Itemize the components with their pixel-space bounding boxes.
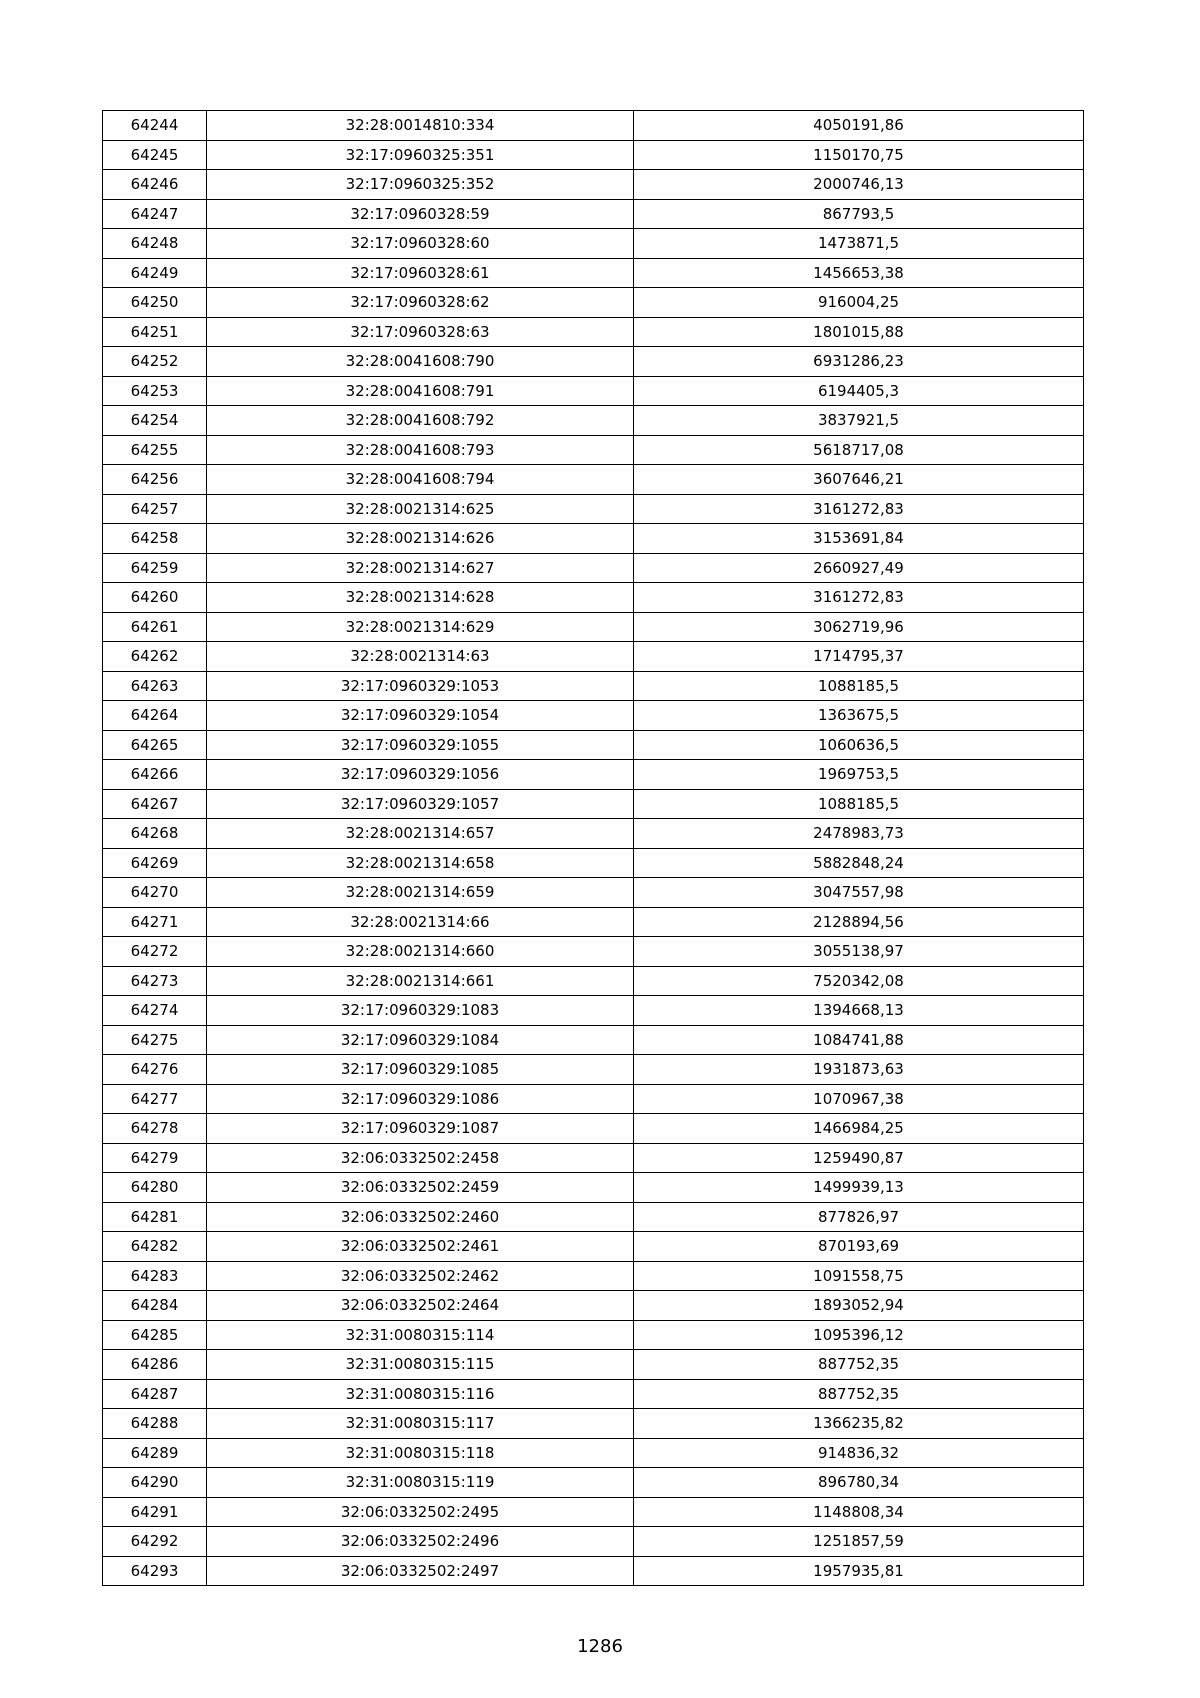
cadastral-value-cell: 1259490,87: [634, 1143, 1084, 1173]
cadastral-value-cell: 1931873,63: [634, 1055, 1084, 1085]
row-number-cell: 64288: [103, 1409, 207, 1439]
table-row: [103, 1055, 1084, 1085]
row-number-cell: 64256: [103, 465, 207, 495]
row-number-cell: 64244: [103, 111, 207, 141]
cadastral-value-cell: 887752,35: [634, 1379, 1084, 1409]
row-number-cell: 64266: [103, 760, 207, 790]
cadastral-number-cell: 32:28:0041608:792: [207, 406, 634, 436]
row-number-cell: 64272: [103, 937, 207, 967]
cadastral-number-cell: 32:17:0960329:1054: [207, 701, 634, 731]
cadastral-number-cell: 32:31:0080315:114: [207, 1320, 634, 1350]
cadastral-value-cell: 1714795,37: [634, 642, 1084, 672]
row-number-cell: 64287: [103, 1379, 207, 1409]
cadastral-number-cell: 32:06:0332502:2459: [207, 1173, 634, 1203]
row-number-cell: 64251: [103, 317, 207, 347]
cadastral-number-cell: 32:28:0021314:66: [207, 907, 634, 937]
row-number-cell: 64264: [103, 701, 207, 731]
row-number-cell: 64250: [103, 288, 207, 318]
cadastral-number-cell: 32:28:0021314:659: [207, 878, 634, 908]
cadastral-value-cell: 1088185,5: [634, 789, 1084, 819]
cadastral-number-cell: 32:06:0332502:2496: [207, 1527, 634, 1557]
cadastral-number-cell: 32:17:0960329:1084: [207, 1025, 634, 1055]
cadastral-value-cell: 1366235,82: [634, 1409, 1084, 1439]
cadastral-value-cell: 1070967,38: [634, 1084, 1084, 1114]
cadastral-number-cell: 32:28:0021314:629: [207, 612, 634, 642]
row-number-cell: 64290: [103, 1468, 207, 1498]
row-number-cell: 64247: [103, 199, 207, 229]
row-number-cell: 64289: [103, 1438, 207, 1468]
row-number-cell: 64278: [103, 1114, 207, 1144]
table-row: [103, 1114, 1084, 1144]
cadastral-value-cell: 887752,35: [634, 1350, 1084, 1380]
row-number-cell: 64259: [103, 553, 207, 583]
table-row: [103, 1202, 1084, 1232]
cadastral-value-cell: 1251857,59: [634, 1527, 1084, 1557]
table-row: [103, 170, 1084, 200]
row-number-cell: 64276: [103, 1055, 207, 1085]
table-row: [103, 730, 1084, 760]
row-number-cell: 64273: [103, 966, 207, 996]
row-number-cell: 64245: [103, 140, 207, 170]
cadastral-value-cell: 6194405,3: [634, 376, 1084, 406]
cadastral-number-cell: 32:31:0080315:119: [207, 1468, 634, 1498]
cadastral-value-cell: 3837921,5: [634, 406, 1084, 436]
cadastral-value-cell: 1801015,88: [634, 317, 1084, 347]
cadastral-number-cell: 32:28:0021314:625: [207, 494, 634, 524]
row-number-cell: 64293: [103, 1556, 207, 1586]
cadastral-value-cell: 1150170,75: [634, 140, 1084, 170]
cadastral-number-cell: 32:28:0021314:661: [207, 966, 634, 996]
cadastral-number-cell: 32:31:0080315:115: [207, 1350, 634, 1380]
page-number: 1286: [577, 1636, 623, 1657]
row-number-cell: 64281: [103, 1202, 207, 1232]
row-number-cell: 64261: [103, 612, 207, 642]
row-number-cell: 64257: [103, 494, 207, 524]
cadastral-number-cell: 32:28:0041608:790: [207, 347, 634, 377]
row-number-cell: 64255: [103, 435, 207, 465]
cadastral-value-cell: 2660927,49: [634, 553, 1084, 583]
cadastral-number-cell: 32:28:0021314:628: [207, 583, 634, 613]
table-row: [103, 1497, 1084, 1527]
cadastral-number-cell: 32:17:0960328:59: [207, 199, 634, 229]
cadastral-value-cell: 7520342,08: [634, 966, 1084, 996]
cadastral-number-cell: 32:17:0960329:1083: [207, 996, 634, 1026]
cadastral-number-cell: 32:17:0960329:1053: [207, 671, 634, 701]
table-row: [103, 1173, 1084, 1203]
table-row: [103, 553, 1084, 583]
table-row: [103, 878, 1084, 908]
table-row: [103, 1143, 1084, 1173]
row-number-cell: 64275: [103, 1025, 207, 1055]
table-row: [103, 1556, 1084, 1586]
cadastral-value-cell: 3161272,83: [634, 494, 1084, 524]
table-row: [103, 760, 1084, 790]
cadastral-value-cell: 2000746,13: [634, 170, 1084, 200]
cadastral-number-cell: 32:17:0960329:1055: [207, 730, 634, 760]
cadastral-number-cell: 32:06:0332502:2495: [207, 1497, 634, 1527]
row-number-cell: 64292: [103, 1527, 207, 1557]
cadastral-value-cell: 4050191,86: [634, 111, 1084, 141]
cadastral-number-cell: 32:31:0080315:118: [207, 1438, 634, 1468]
cadastral-value-cell: 1499939,13: [634, 1173, 1084, 1203]
row-number-cell: 64249: [103, 258, 207, 288]
table-row: [103, 1438, 1084, 1468]
cadastral-value-cell: 1095396,12: [634, 1320, 1084, 1350]
table-row: [103, 288, 1084, 318]
cadastral-value-cell: 1969753,5: [634, 760, 1084, 790]
row-number-cell: 64254: [103, 406, 207, 436]
table-row: [103, 1409, 1084, 1439]
cadastral-value-cell: 5882848,24: [634, 848, 1084, 878]
table-row: [103, 996, 1084, 1026]
row-number-cell: 64260: [103, 583, 207, 613]
table-row: [103, 1468, 1084, 1498]
table-row: [103, 789, 1084, 819]
table-row: [103, 406, 1084, 436]
cadastral-value-cell: 1088185,5: [634, 671, 1084, 701]
table-row: [103, 494, 1084, 524]
row-number-cell: 64268: [103, 819, 207, 849]
cadastral-value-cell: 3153691,84: [634, 524, 1084, 554]
row-number-cell: 64286: [103, 1350, 207, 1380]
table-row: [103, 583, 1084, 613]
table-row: [103, 937, 1084, 967]
row-number-cell: 64274: [103, 996, 207, 1026]
table-row: [103, 347, 1084, 377]
table-row: [103, 848, 1084, 878]
table-row: [103, 1261, 1084, 1291]
table-row: [103, 435, 1084, 465]
cadastral-value-cell: 3607646,21: [634, 465, 1084, 495]
row-number-cell: 64271: [103, 907, 207, 937]
cadastral-value-cell: 2128894,56: [634, 907, 1084, 937]
table-row: [103, 642, 1084, 672]
table-row: [103, 111, 1084, 141]
cadastral-value-table: [102, 110, 1084, 1586]
row-number-cell: 64291: [103, 1497, 207, 1527]
cadastral-value-cell: 2478983,73: [634, 819, 1084, 849]
cadastral-number-cell: 32:17:0960329:1056: [207, 760, 634, 790]
table-row: [103, 966, 1084, 996]
table-row: [103, 199, 1084, 229]
cadastral-value-cell: 3161272,83: [634, 583, 1084, 613]
cadastral-value-cell: 1363675,5: [634, 701, 1084, 731]
table-row: [103, 376, 1084, 406]
table-row: [103, 612, 1084, 642]
row-number-cell: 64267: [103, 789, 207, 819]
table-row: [103, 1350, 1084, 1380]
table-row: [103, 258, 1084, 288]
row-number-cell: 64248: [103, 229, 207, 259]
cadastral-number-cell: 32:28:0041608:793: [207, 435, 634, 465]
cadastral-number-cell: 32:06:0332502:2458: [207, 1143, 634, 1173]
cadastral-number-cell: 32:06:0332502:2462: [207, 1261, 634, 1291]
row-number-cell: 64265: [103, 730, 207, 760]
cadastral-value-cell: 914836,32: [634, 1438, 1084, 1468]
cadastral-number-cell: 32:17:0960328:60: [207, 229, 634, 259]
row-number-cell: 64262: [103, 642, 207, 672]
cadastral-value-cell: 1394668,13: [634, 996, 1084, 1026]
cadastral-value-cell: 1060636,5: [634, 730, 1084, 760]
row-number-cell: 64258: [103, 524, 207, 554]
table-row: [103, 1025, 1084, 1055]
table-row: [103, 819, 1084, 849]
cadastral-number-cell: 32:17:0960329:1086: [207, 1084, 634, 1114]
cadastral-value-cell: 1148808,34: [634, 1497, 1084, 1527]
table-row: [103, 1527, 1084, 1557]
row-number-cell: 64280: [103, 1173, 207, 1203]
cadastral-value-cell: 1456653,38: [634, 258, 1084, 288]
table-row: [103, 317, 1084, 347]
row-number-cell: 64283: [103, 1261, 207, 1291]
cadastral-number-cell: 32:17:0960329:1057: [207, 789, 634, 819]
cadastral-number-cell: 32:06:0332502:2497: [207, 1556, 634, 1586]
cadastral-value-cell: 896780,34: [634, 1468, 1084, 1498]
table-row: [103, 1232, 1084, 1262]
row-number-cell: 64285: [103, 1320, 207, 1350]
cadastral-number-cell: 32:17:0960325:351: [207, 140, 634, 170]
cadastral-number-cell: 32:28:0021314:63: [207, 642, 634, 672]
table-row: [103, 671, 1084, 701]
table-body: [103, 111, 1084, 1586]
cadastral-number-cell: 32:17:0960325:352: [207, 170, 634, 200]
cadastral-number-cell: 32:28:0014810:334: [207, 111, 634, 141]
table-row: [103, 1379, 1084, 1409]
cadastral-number-cell: 32:28:0041608:794: [207, 465, 634, 495]
row-number-cell: 64246: [103, 170, 207, 200]
cadastral-value-cell: 870193,69: [634, 1232, 1084, 1262]
cadastral-number-cell: 32:28:0021314:627: [207, 553, 634, 583]
row-number-cell: 64277: [103, 1084, 207, 1114]
cadastral-number-cell: 32:28:0021314:626: [207, 524, 634, 554]
cadastral-number-cell: 32:31:0080315:116: [207, 1379, 634, 1409]
row-number-cell: 64263: [103, 671, 207, 701]
table-row: [103, 229, 1084, 259]
row-number-cell: 64270: [103, 878, 207, 908]
cadastral-number-cell: 32:17:0960328:61: [207, 258, 634, 288]
cadastral-number-cell: 32:17:0960328:62: [207, 288, 634, 318]
row-number-cell: 64279: [103, 1143, 207, 1173]
cadastral-number-cell: 32:28:0021314:660: [207, 937, 634, 967]
row-number-cell: 64253: [103, 376, 207, 406]
cadastral-value-cell: 3062719,96: [634, 612, 1084, 642]
cadastral-value-cell: 867793,5: [634, 199, 1084, 229]
table-row: [103, 465, 1084, 495]
cadastral-value-cell: 916004,25: [634, 288, 1084, 318]
cadastral-value-cell: 3055138,97: [634, 937, 1084, 967]
row-number-cell: 64282: [103, 1232, 207, 1262]
table-row: [103, 907, 1084, 937]
table-row: [103, 1320, 1084, 1350]
cadastral-number-cell: 32:06:0332502:2461: [207, 1232, 634, 1262]
cadastral-number-cell: 32:06:0332502:2460: [207, 1202, 634, 1232]
cadastral-value-cell: 3047557,98: [634, 878, 1084, 908]
cadastral-number-cell: 32:17:0960329:1087: [207, 1114, 634, 1144]
table-row: [103, 524, 1084, 554]
cadastral-value-cell: 877826,97: [634, 1202, 1084, 1232]
cadastral-number-cell: 32:31:0080315:117: [207, 1409, 634, 1439]
cadastral-value-cell: 5618717,08: [634, 435, 1084, 465]
table-row: [103, 1084, 1084, 1114]
cadastral-value-cell: 6931286,23: [634, 347, 1084, 377]
cadastral-value-cell: 1084741,88: [634, 1025, 1084, 1055]
cadastral-number-cell: 32:06:0332502:2464: [207, 1291, 634, 1321]
cadastral-number-cell: 32:28:0021314:657: [207, 819, 634, 849]
table-row: [103, 701, 1084, 731]
row-number-cell: 64252: [103, 347, 207, 377]
cadastral-number-cell: 32:28:0041608:791: [207, 376, 634, 406]
cadastral-value-cell: 1466984,25: [634, 1114, 1084, 1144]
table-row: [103, 140, 1084, 170]
table-row: [103, 1291, 1084, 1321]
row-number-cell: 64284: [103, 1291, 207, 1321]
cadastral-value-cell: 1957935,81: [634, 1556, 1084, 1586]
cadastral-value-cell: 1473871,5: [634, 229, 1084, 259]
cadastral-value-cell: 1091558,75: [634, 1261, 1084, 1291]
cadastral-number-cell: 32:17:0960328:63: [207, 317, 634, 347]
cadastral-value-cell: 1893052,94: [634, 1291, 1084, 1321]
cadastral-number-cell: 32:17:0960329:1085: [207, 1055, 634, 1085]
cadastral-number-cell: 32:28:0021314:658: [207, 848, 634, 878]
row-number-cell: 64269: [103, 848, 207, 878]
